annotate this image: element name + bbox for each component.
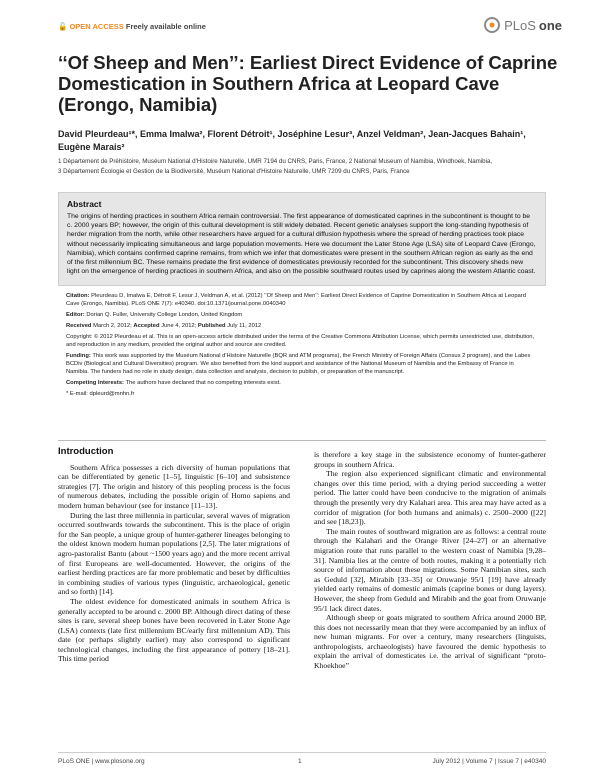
copyright: Copyright: © 2012 Pleurdeau et al. This is an open-access article distributed under the terms of the Creative Commons Attribution License, which permits unrestricted use, distribution, and reproduction in any medium, provided the original author and source are credited. bbox=[66, 334, 535, 348]
abstract-text: The origins of herding practices in southern Africa remain controversial. The first appearance of domesticated caprines in the subcontinent is thought to be c. 2000 years BP; however, the origin of this cultural development is still widely debated. Recent genetic analyses support the long-standing hypothesis of herder migration from the north, while other researchers have argued for a cultural diffusion hypothesis where the spread of herding practices took place without necessarily implicating simultaneous and large population movements. Here we document the Later Stone Age (LSA) site of Leopard Cave (Erongo, Namibia), which contains confirmed caprine remains, from which we infer that domesticates were present in the southern African region as early as the end of the first millennium BC. These remains predate the first evidence of domesticates previously recorded for the subcontinent. This discovery sheds new light on the emergence of herding practices in southern Africa, and also on the possible southward routes used by caprines along the western Atlantic coast. bbox=[67, 213, 536, 276]
article-metadata bbox=[66, 292, 536, 401]
open-access-label: OPEN ACCESS bbox=[69, 22, 124, 31]
affiliation-line: 1 Département de Préhistoire, Muséum National d'Histoire Naturelle, UMR 7194 du CNRS, Paris, France, 2 National Museum of Namibia, Windhoek, Namibia, bbox=[58, 158, 493, 165]
open-access-icon: 🔓 bbox=[58, 22, 68, 31]
editor: Editor: Dorian Q. Fuller, University College London, United Kingdom bbox=[66, 312, 243, 318]
affiliation-line: 3 Département Écologie et Gestion de la Biodiversité, Muséum National d'Histoire Naturelle, UMR 7209 du CNRS, Paris, France bbox=[58, 168, 410, 175]
free-online-label: Freely available online bbox=[125, 22, 206, 31]
body-column-left bbox=[58, 447, 290, 664]
body-paragraph: The main routes of southward migration are as follows: a central route through the Kalahari and the Orange River [24–27] or an alternative migration route that runs parallel to the western coast of Namibia [9,28–31]. Namibia lies at the centre of both routes, making it a potentially rich source of information about these migrations. Some Namibian sites, such as Geduld [32], Mirabib [33–35] or Oruwanje 95/1 [19] have already yielded early remains of domestic animals (caprine bones or dung layers). However, the sheep from Geduld and Mirabib and the goat from Oruwanje 95/1 lack direct dates. bbox=[314, 526, 546, 613]
funding: Funding: This work was supported by the Muséum National d'Histoire Naturelle (BQR and ATM programs), the French Ministry of Foreign Affairs (Consus 2 program), and the Labex BCDiv (Biological and Cultural Diversities) program. We also benefited from the kind support and assistance of the National Museum of Namibia and the Embassy of France in Namibia. The funders had no role in study design, data collection and analysis, decision to publish, or preparation of the manuscript. bbox=[66, 353, 531, 375]
body-paragraph: During the last three millennia in particular, several waves of migration occurred southwards towards the subcontinent. This is the place of origin for the San people, a unique group of hunter-gatherer lineages belonging to the oldest known modern human populations [2,5]. The later migrations of agro-pastoralist Bantu (about ~1500 years ago) and the more recent arrival of first Europeans are well-documented. However, the origins of the earliest herding practices are far more problematic and beset by difficulties in combining studies of various types (linguistic, archaeological, genetic and so forth) [14]. bbox=[58, 510, 290, 597]
competing-interests: Competing Interests: The authors have declared that no competing interests exist. bbox=[66, 380, 281, 386]
footer-page-number: 1 bbox=[298, 758, 302, 765]
footer-journal[interactable]: PLoS ONE | www.plosone.org bbox=[58, 758, 145, 765]
body-column-right bbox=[314, 450, 546, 671]
citation: Citation: Pleurdeau D, Imalwa E, Détroit F, Lesur J, Veldman A, et al. (2012) ‘‘Of Sheep and Men’’: Earliest Direct Evidence of Caprine Domestication in Southern Africa at Leopard Cave (Erongo, Namibia). PLoS ONE 7(7): e40340. doi:10.1371/journal.pone.0040340 bbox=[66, 293, 526, 307]
section-divider bbox=[58, 440, 546, 441]
open-access-banner bbox=[58, 22, 206, 31]
body-paragraph: Although sheep or goats migrated to southern Africa around 2000 BP, this does not necessarily mean that they were accompanied by an influx of new human migrants. For over a century, many researchers (linguists, anthropologists, archaeologists) have favoured the demic hypothesis to explain the arrival of domesticates i.e. the arrival of significant “proto-Khoekhoe” bbox=[314, 613, 546, 671]
affiliations bbox=[58, 157, 558, 177]
introduction-heading: Introduction bbox=[58, 446, 114, 457]
plos-logo-icon bbox=[483, 16, 501, 34]
dates: Received March 2, 2012; Accepted June 4, 2012; Published July 11, 2012 bbox=[66, 323, 262, 329]
author-list: David Pleurdeau¹*, Emma Imalwa², Florent Détroit¹, Joséphine Lesur³, Anzel Veldman², Jean-Jacques Bahain¹, Eugène Marais² bbox=[58, 129, 526, 152]
abstract-box bbox=[58, 192, 546, 286]
author-email[interactable]: * E-mail: dpleurd@mnhn.fr bbox=[66, 391, 135, 397]
footer-issue: July 2012 | Volume 7 | Issue 7 | e40340 bbox=[432, 758, 546, 765]
abstract-heading: Abstract bbox=[67, 199, 102, 209]
logo-plos-text: PLoS bbox=[504, 17, 536, 33]
body-paragraph: is therefore a key stage in the subsistence economy of hunter-gatherer groups in southern Africa. bbox=[314, 450, 546, 469]
journal-logo bbox=[483, 16, 562, 34]
article-title: ‘‘Of Sheep and Men’’: Earliest Direct Evidence of Caprine Domestication in Southern Africa at Leopard Cave (Erongo, Namibia) bbox=[58, 52, 558, 115]
body-paragraph: Southern Africa possesses a rich diversity of human populations that can be differentiated by genetic [1–5], linguistic [6–10] and subsistence strategies [7]. The origin and history of this peopling process is the focus of numerous debates, including the possible origin of Homo sapiens and modern human behaviour (see for instance [11–13]. bbox=[58, 462, 290, 510]
footer-divider bbox=[58, 752, 546, 753]
body-paragraph: The oldest evidence for domesticated animals in southern Africa is generally accepted to be around c. 2000 BP. Although direct dating of these sites is rare, several sheep bones have been recovered in Later Stone Age (LSA) contexts (late first millennium BC/early first millennium AD). This date (or perhaps slightly earlier) may also correspond to significant technological changes, including the first appearance of pottery [18–21]. This time period bbox=[58, 596, 290, 664]
logo-one-text: one bbox=[538, 17, 562, 33]
body-paragraph: The region also experienced significant climatic and environmental changes over this time period, with a drying period succeeding a wetter period. The latter could have been conducive to the migration of animals through the presently very dry Kalahari area. This area may have acted as a corridor of migration (for both humans and animals) c. 2500–2000 ([22] and see [18,23]). bbox=[314, 469, 546, 527]
